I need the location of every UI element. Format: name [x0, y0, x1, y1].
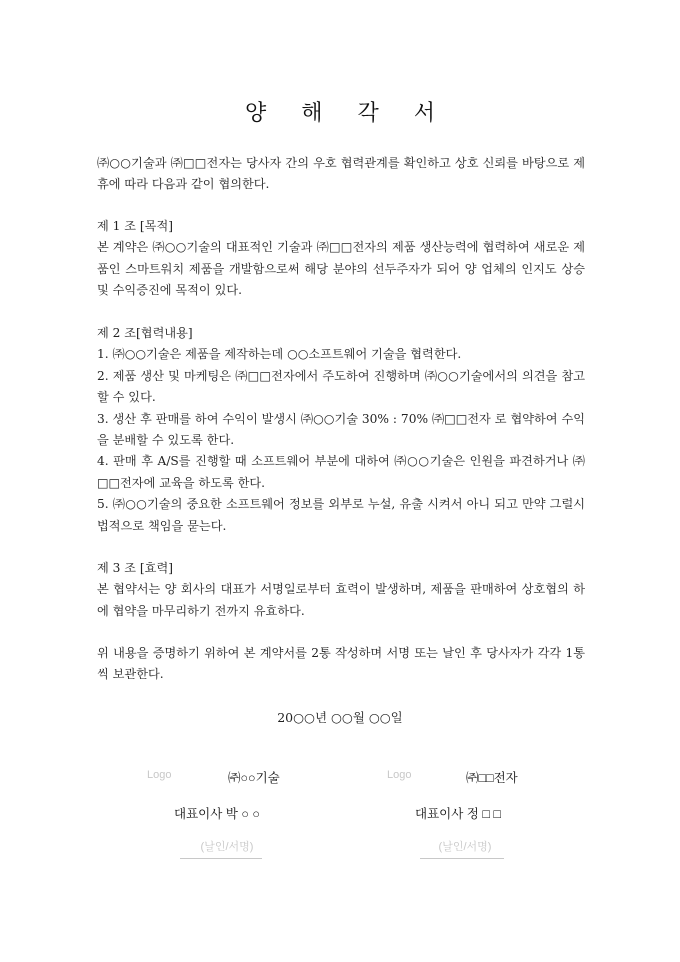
- closing-paragraph: [97, 643, 585, 686]
- article-2-item: 3. 생산 후 판매를 하여 수익이 발생시 ㈜○○기술 30% : 70% ㈜□□전자 로 협약하여 수익을 분배할 수 있도록 한다.: [97, 411, 585, 448]
- right-representative: 대표이사 정 □ □: [415, 807, 501, 821]
- right-signature-line: [420, 858, 504, 859]
- article-3-heading: 제 3 조 [효력]: [97, 561, 173, 575]
- article-2-item: 2. 제품 생산 및 마케팅은 ㈜□□전자에서 주도하여 진행하며 ㈜○○기술에서의 의견을 참고할 수 있다.: [97, 368, 585, 405]
- article-1-body: 본 계약은 ㈜○○기술의 대표적인 기술과 ㈜□□전자의 제품 생산능력에 협력하여 새로운 제품인 스마트워치 제품을 개발함으로써 해당 분야의 선두주자가 되어 양 업체의 인지도 상승 및 수익증진에 목적이 있다.: [97, 240, 585, 298]
- intro-text: ㈜○○기술과 ㈜□□전자는 당사자 간의 우호 협력관계를 확인하고 상호 신뢰를 바탕으로 제휴에 따라 다음과 같이 협의한다.: [97, 156, 585, 192]
- right-company-name: ㈜□□전자: [466, 771, 518, 785]
- closing-text: 위 내용을 증명하기 위하여 본 계약서를 2통 작성하며 서명 또는 날인 후 당사자가 각각 1통씩 보관한다.: [97, 646, 585, 682]
- right-logo-placeholder: Logo: [387, 769, 412, 781]
- document-date: 20○○년 ○○월 ○○일: [277, 710, 403, 725]
- left-logo-placeholder: Logo: [147, 769, 172, 781]
- article-3-body: 본 협약서는 양 회사의 대표가 서명일로부터 효력이 발생하며, 제품을 판매하여 상호협의 하에 협약을 마무리하기 전까지 유효하다.: [97, 582, 585, 618]
- article-1-heading: 제 1 조 [목적]: [97, 219, 173, 233]
- left-company-name: ㈜○○기술: [228, 771, 280, 785]
- right-seal-placeholder: (날인/서명): [438, 841, 492, 853]
- article-2-item: 5. ㈜○○기술의 중요한 소프트웨어 정보를 외부로 누설, 유출 시켜서 아니 되고 만약 그럴시 법적으로 책임을 묻는다.: [97, 497, 585, 533]
- article-1: [97, 216, 585, 302]
- article-2: [97, 323, 585, 537]
- left-seal-placeholder: (날인/서명): [200, 841, 254, 853]
- left-representative: 대표이사 박 ○ ○: [174, 807, 260, 821]
- left-signature-line: [180, 858, 262, 859]
- document-title: 양 해 각 서: [245, 101, 449, 126]
- intro-paragraph: [97, 153, 585, 196]
- article-2-item: 1. ㈜○○기술은 제품을 제작하는데 ○○소프트웨어 기술을 협력한다.: [97, 347, 462, 362]
- article-3: [97, 558, 585, 622]
- article-2-item: 4. 판매 후 A/S를 진행할 때 소프트웨어 부분에 대하여 ㈜○○기술은 인원을 파견하거나 ㈜□□전자에 교육을 하도록 한다.: [97, 454, 585, 490]
- article-2-heading: 제 2 조[협력내용]: [97, 326, 193, 340]
